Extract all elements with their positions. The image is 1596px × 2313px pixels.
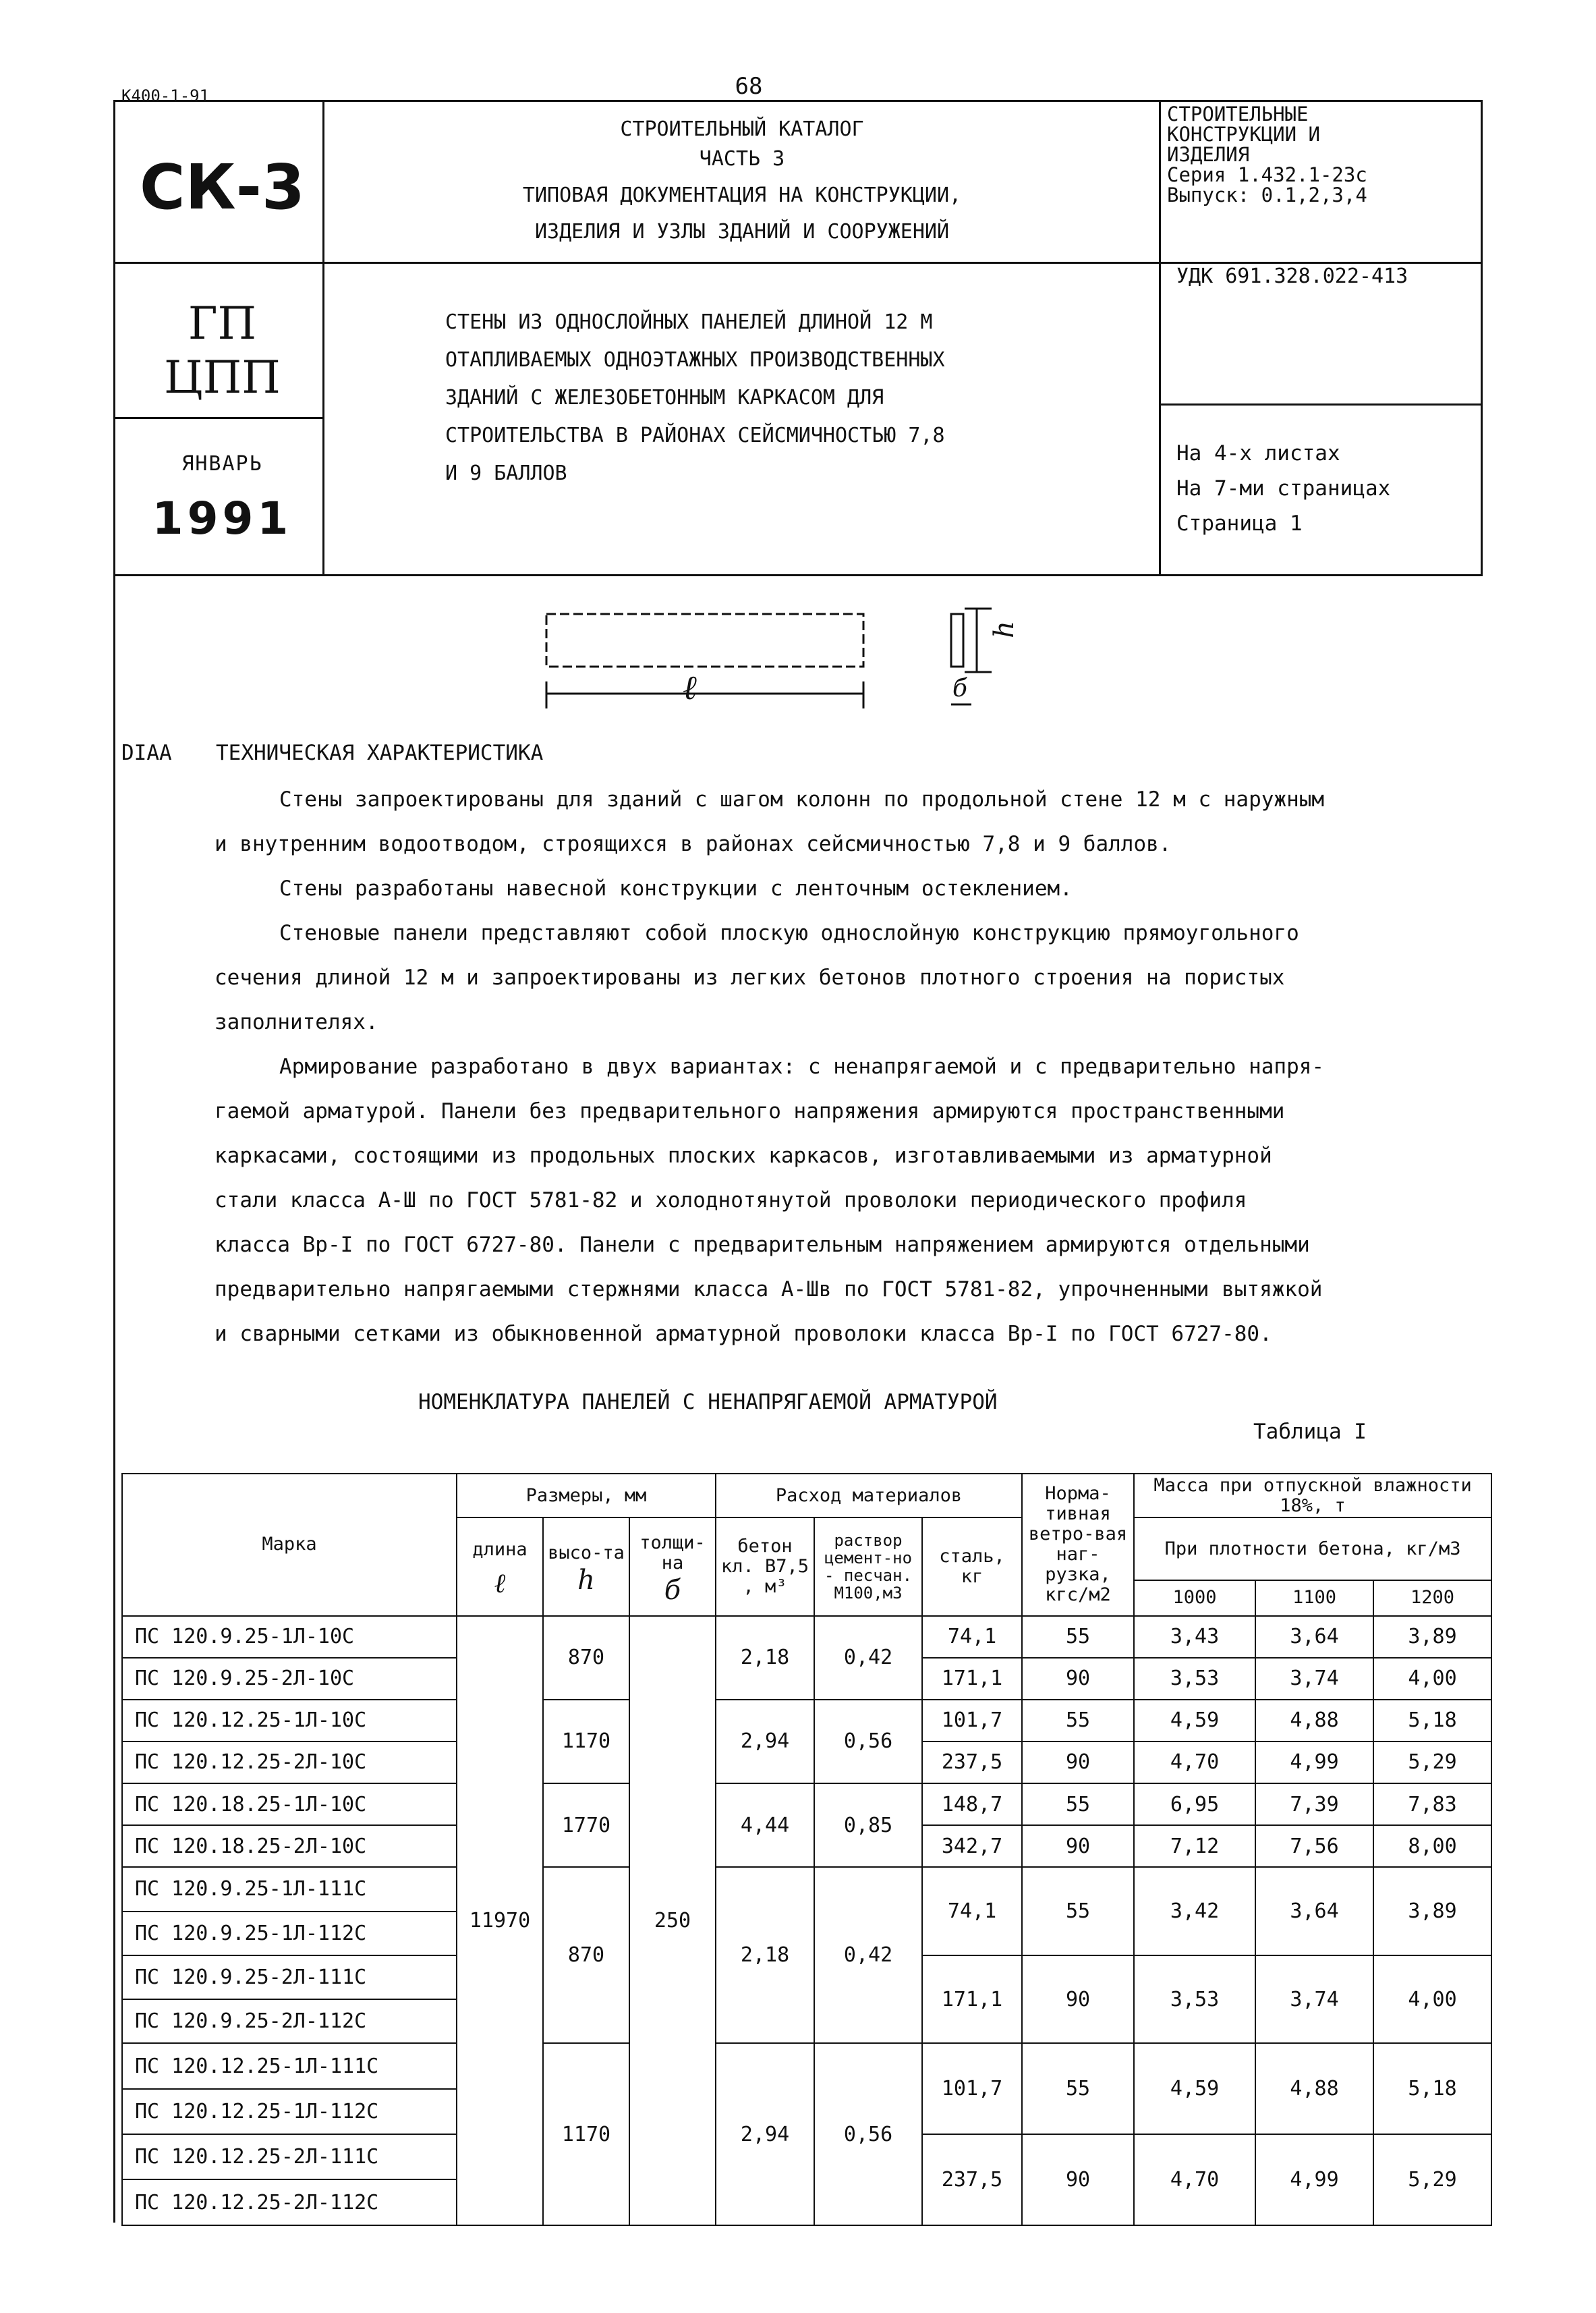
series-line: СТРОИТЕЛЬНЫЕ [1167, 103, 1309, 126]
table-row-mark: ПС 120.9.25-1Л-112С [122, 1912, 457, 1955]
cell-height: 1170 [543, 2043, 629, 2225]
cell-mortar: 0,42 [814, 1867, 922, 2043]
catalog-line: ЧАСТЬ 3 [699, 147, 785, 171]
header-materials: Расход материалов [716, 1474, 1022, 1517]
cell-mass-1000: 3,43 [1134, 1616, 1255, 1658]
cell-mass-1200: 5,29 [1373, 1741, 1491, 1783]
cell-mass-1000: 4,59 [1134, 2043, 1255, 2134]
cell-wind: 90 [1022, 2134, 1134, 2225]
panel-section [951, 614, 963, 667]
cell-mass-1200: 5,18 [1373, 2043, 1491, 2134]
table-row-mark: ПС 120.9.25-2Л-10С [122, 1658, 457, 1700]
header-mark: Марка [122, 1474, 457, 1616]
catalog-title [325, 115, 1159, 247]
cell-height: 1770 [543, 1783, 629, 1867]
diagram-l-label: ℓ [683, 668, 697, 707]
cell-height: 870 [543, 1867, 629, 2043]
cell-mortar: 0,42 [814, 1616, 922, 1700]
cell-steel: 74,1 [922, 1867, 1022, 1955]
cell-mass-1000: 4,70 [1134, 2134, 1255, 2225]
table-row-mark: ПС 120.9.25-1Л-10С [122, 1616, 457, 1658]
stamp-gp-line2: ЦПП [164, 352, 281, 403]
series-line: ИЗДЕЛИЯ [1167, 143, 1250, 166]
cell-mass-1100: 3,64 [1255, 1867, 1373, 1955]
cell-mass-1100: 3,74 [1255, 1658, 1373, 1700]
stamp-sk: СК-3 [140, 151, 305, 223]
cell-concrete: 2,94 [716, 1700, 814, 1783]
cell-mass-1100: 4,99 [1255, 1741, 1373, 1783]
cell-mass-1000: 6,95 [1134, 1783, 1255, 1825]
cell-mass-1200: 5,29 [1373, 2134, 1491, 2225]
table-row-mark: ПС 120.18.25-1Л-10С [122, 1783, 457, 1825]
section-heading: ТЕХНИЧЕСКАЯ ХАРАКТЕРИСТИКА [216, 741, 544, 765]
cell-wind: 55 [1022, 1616, 1134, 1658]
diagram-b-label: б [952, 675, 967, 702]
cell-wind: 90 [1022, 1825, 1134, 1867]
series-block [1167, 104, 1367, 205]
table-row-mark: ПС 120.12.25-1Л-111С [122, 2043, 457, 2088]
cell-steel: 171,1 [922, 1658, 1022, 1700]
spec-text [215, 777, 1483, 1356]
page-code: К400-1-91 [121, 86, 210, 105]
paragraph-line: и сварными сетками из обыкновенной арматурной проволоки класса Вр-I по ГОСТ 6727-80. [215, 1322, 1272, 1346]
page-number: 68 [735, 73, 763, 100]
paragraph-line: Стены запроектированы для зданий с шагом колонн по продольной стене 12 м с наружным [279, 787, 1325, 812]
paragraph-line: Стены разработаны навесной конструкции с ленточным остеклением. [279, 876, 1073, 901]
cell-mass-1000: 3,42 [1134, 1867, 1255, 1955]
cell-concrete: 2,18 [716, 1616, 814, 1700]
cell-mass-1000: 3,53 [1134, 1955, 1255, 2044]
table-row-mark: ПС 120.12.25-2Л-111С [122, 2134, 457, 2179]
cell-steel: 237,5 [922, 1741, 1022, 1783]
panel-outline [546, 614, 863, 667]
header-height [543, 1517, 629, 1615]
header-mortar: раствор цемент-но - песчан. М100,м3 [814, 1517, 922, 1615]
stamp-gp [122, 297, 322, 405]
cell-mass-1000: 4,59 [1134, 1700, 1255, 1741]
cell-mass-1100: 3,64 [1255, 1616, 1373, 1658]
header-length [457, 1517, 543, 1615]
cell-steel: 237,5 [922, 2134, 1022, 2225]
cell-length: 11970 [457, 1616, 543, 2225]
document-title [445, 304, 945, 493]
header-steel: сталь, кг [922, 1517, 1022, 1615]
series-line: Серия 1.432.1-23с [1167, 163, 1367, 186]
header-thick-sym: б [664, 1574, 681, 1606]
table-row-mark: ПС 120.9.25-2Л-112С [122, 1999, 457, 2043]
cell-steel: 171,1 [922, 1955, 1022, 2044]
cell-steel: 101,7 [922, 2043, 1022, 2134]
cell-height: 870 [543, 1616, 629, 1700]
catalog-line: СТРОИТЕЛЬНЫЙ КАТАЛОГ [620, 117, 864, 141]
header-density: При плотности бетона, кг/м3 [1134, 1517, 1491, 1580]
header-dims: Размеры, мм [457, 1474, 716, 1517]
cell-concrete: 2,18 [716, 1867, 814, 2043]
cell-thick: 250 [629, 1616, 716, 2225]
cell-wind: 90 [1022, 1741, 1134, 1783]
diagram-h-label: h [988, 621, 1020, 638]
title-line: СТРОИТЕЛЬСТВА В РАЙОНАХ СЕЙСМИЧНОСТЬЮ 7,8 [445, 424, 945, 447]
cell-mortar: 0,85 [814, 1783, 922, 1867]
cell-mass-1200: 4,00 [1373, 1658, 1491, 1700]
paragraph-line: Стеновые панели представляют собой плоскую однослойную конструкцию прямоугольного [279, 921, 1299, 945]
header-length-sym: ℓ [494, 1567, 506, 1599]
header-thick [629, 1517, 716, 1615]
cell-mass-1100: 4,88 [1255, 2043, 1373, 2134]
paragraph-line: сечения длиной 12 м и запроектированы из легких бетонов плотного строения на пористых [215, 966, 1285, 990]
cell-steel: 342,7 [922, 1825, 1022, 1867]
stamp-month: ЯНВАРЬ [181, 452, 263, 476]
sheets-line: На 4-х листах [1176, 441, 1340, 466]
header-density-1100: 1100 [1255, 1580, 1373, 1616]
panel-diagram [526, 594, 1066, 729]
cell-concrete: 2,94 [716, 2043, 814, 2225]
cell-steel: 74,1 [922, 1616, 1022, 1658]
table-row-mark: ПС 120.12.25-1Л-112С [122, 2089, 457, 2134]
table-row-mark: ПС 120.9.25-2Л-111С [122, 1955, 457, 1999]
sheets-line: Страница 1 [1176, 511, 1303, 536]
table-caption: НОМЕНКЛАТУРА ПАНЕЛЕЙ С НЕНАПРЯГАЕМОЙ АРМАТУРОЙ [418, 1390, 998, 1414]
header-concrete: бетон кл. В7,5 , м³ [716, 1517, 814, 1615]
header-density-1000: 1000 [1134, 1580, 1255, 1616]
sheets-info [1176, 436, 1390, 541]
cell-mortar: 0,56 [814, 1700, 922, 1783]
cell-wind: 55 [1022, 1700, 1134, 1741]
table-number: Таблица I [1253, 1420, 1367, 1444]
paragraph-line: и внутренним водоотводом, строящихся в районах сейсмичностью 7,8 и 9 баллов. [215, 832, 1172, 856]
cell-wind: 55 [1022, 2043, 1134, 2134]
cell-wind: 55 [1022, 1783, 1134, 1825]
paragraph-line: класса Вр-I по ГОСТ 6727-80. Панели с предварительным напряжением армируются отдельными [215, 1233, 1310, 1257]
cell-mass-1100: 7,39 [1255, 1783, 1373, 1825]
cell-wind: 90 [1022, 1658, 1134, 1700]
udk-code: УДК 691.328.022-413 [1176, 264, 1408, 288]
series-line: КОНСТРУКЦИИ И [1167, 123, 1320, 146]
cell-mass-1200: 3,89 [1373, 1867, 1491, 1955]
table-row-mark: ПС 120.12.25-1Л-10С [122, 1700, 457, 1741]
cell-height: 1170 [543, 1700, 629, 1783]
cell-steel: 101,7 [922, 1700, 1022, 1741]
header-mass: Масса при отпускной влажности 18%, т [1134, 1474, 1491, 1517]
cell-mass-1200: 3,89 [1373, 1616, 1491, 1658]
cell-mass-1100: 4,99 [1255, 2134, 1373, 2225]
stamp-gp-line1: ГП [188, 298, 257, 350]
header-thick-text: толщи-на [639, 1532, 706, 1573]
cell-mass-1100: 3,74 [1255, 1955, 1373, 2044]
table-row-mark: ПС 120.12.25-2Л-112С [122, 2179, 457, 2225]
title-line: ОТАПЛИВАЕМЫХ ОДНОЭТАЖНЫХ ПРОИЗВОДСТВЕННЫХ [445, 348, 945, 372]
header-length-text: длина [472, 1538, 528, 1560]
title-line: ЗДАНИЙ С ЖЕЛЕЗОБЕТОННЫМ КАРКАСОМ ДЛЯ [445, 386, 884, 410]
paragraph-line: Армирование разработано в двух вариантах: с ненапрягаемой и с предварительно напря- [279, 1055, 1325, 1079]
paragraph-line: заполнителях. [215, 1010, 378, 1034]
cell-concrete: 4,44 [716, 1783, 814, 1867]
cell-mass-1100: 7,56 [1255, 1825, 1373, 1867]
cell-wind: 90 [1022, 1955, 1134, 2044]
table-row-mark: ПС 120.12.25-2Л-10С [122, 1741, 457, 1783]
panel-table [121, 1473, 1492, 2226]
cell-mass-1200: 8,00 [1373, 1825, 1491, 1867]
cell-mass-1200: 5,18 [1373, 1700, 1491, 1741]
cell-mass-1000: 3,53 [1134, 1658, 1255, 1700]
table-row-mark: ПС 120.9.25-1Л-111С [122, 1867, 457, 1911]
cell-wind: 55 [1022, 1867, 1134, 1955]
paragraph-line: гаемой арматурой. Панели без предварительного напряжения армируются пространственными [215, 1099, 1285, 1123]
sheets-line: На 7-ми страницах [1176, 476, 1391, 501]
cell-mass-1000: 4,70 [1134, 1741, 1255, 1783]
paragraph-line: каркасами, состоящими из продольных плоских каркасов, изготавливаемыми из арматурной [215, 1144, 1272, 1168]
header-height-sym: h [577, 1564, 595, 1596]
cell-mortar: 0,56 [814, 2043, 922, 2225]
cell-mass-1000: 7,12 [1134, 1825, 1255, 1867]
cell-mass-1100: 4,88 [1255, 1700, 1373, 1741]
table-row-mark: ПС 120.18.25-2Л-10С [122, 1825, 457, 1867]
paragraph-line: стали класса А-Ш по ГОСТ 5781-82 и холоднотянутой проволоки периодического профиля [215, 1188, 1247, 1213]
stamp-year: 1991 [152, 493, 293, 545]
cell-mass-1200: 4,00 [1373, 1955, 1491, 2044]
section-code: DIAA [121, 741, 172, 765]
series-line: Выпуск: 0.1,2,3,4 [1167, 184, 1367, 206]
title-line: СТЕНЫ ИЗ ОДНОСЛОЙНЫХ ПАНЕЛЕЙ ДЛИНОЙ 12 М [445, 310, 933, 334]
catalog-line: ИЗДЕЛИЯ И УЗЛЫ ЗДАНИЙ И СООРУЖЕНИЙ [534, 220, 950, 244]
title-line: И 9 БАЛЛОВ [445, 462, 567, 485]
catalog-line: ТИПОВАЯ ДОКУМЕНТАЦИЯ НА КОНСТРУКЦИИ, [522, 184, 962, 207]
header-density-1200: 1200 [1373, 1580, 1491, 1616]
paragraph-line: предварительно напрягаемыми стержнями класса А-Шв по ГОСТ 5781-82, упрочненными вытяжкой [215, 1277, 1323, 1302]
cell-steel: 148,7 [922, 1783, 1022, 1825]
header-wind: Норма-тивная ветро-вая наг-рузка, кгс/м2 [1022, 1474, 1134, 1616]
cell-mass-1200: 7,83 [1373, 1783, 1491, 1825]
header-height-text: высо-та [548, 1542, 625, 1563]
